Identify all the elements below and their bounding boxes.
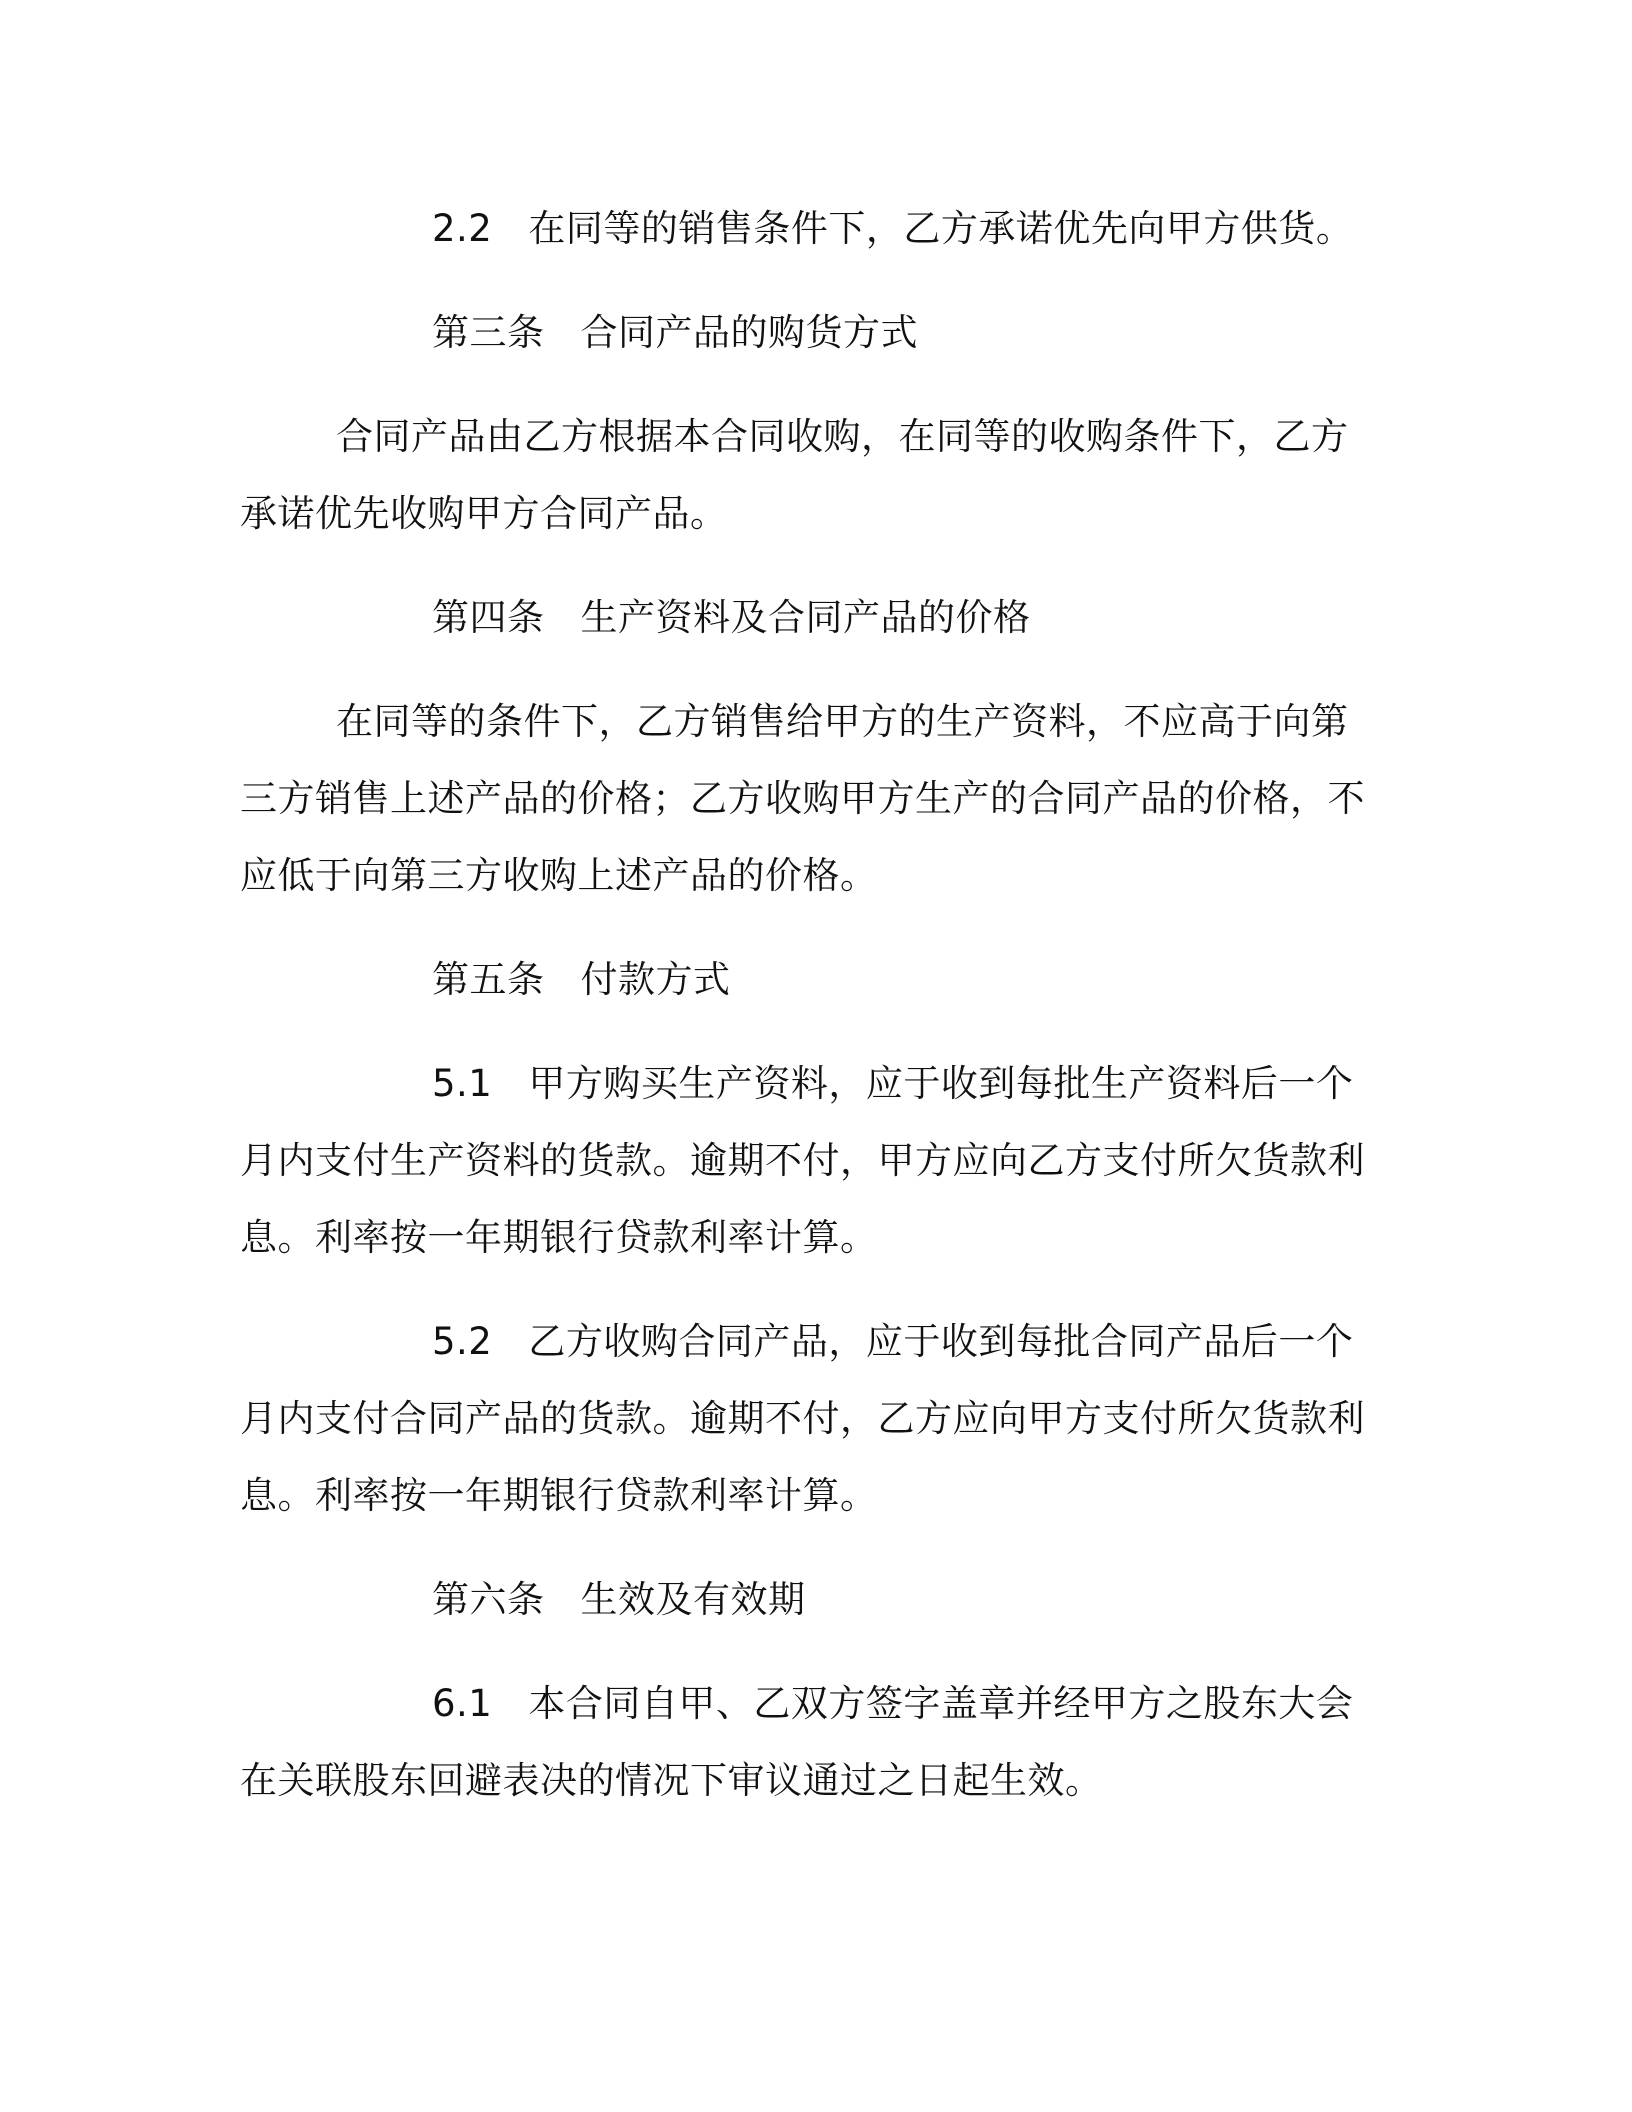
clause-number: 5.1 <box>432 1062 493 1105</box>
clause-text: 甲方购买生产资料，应于收到每批生产资料后一个月内支付生产资料的货款。逾期不付，甲方应向乙方支付所欠货款利息。利率按一年期银行贷款利率计算。 <box>240 1062 1365 1259</box>
clause-text: 乙方收购合同产品，应于收到每批合同产品后一个月内支付合同产品的货款。逾期不付，乙方应向甲方支付所欠货款利息。利率按一年期银行贷款利率计算。 <box>240 1320 1365 1517</box>
article-3-text: 合同产品由乙方根据本合同收购，在同等的收购条件下，乙方承诺优先收购甲方合同产品。 <box>240 415 1349 535</box>
clause-number: 6.1 <box>432 1682 493 1725</box>
article-number: 第三条 <box>432 311 545 354</box>
article-4-heading <box>240 579 1385 656</box>
article-4-text: 在同等的条件下，乙方销售给甲方的生产资料，不应高于向第三方销售上述产品的价格；乙方收购甲方生产的合同产品的价格，不应低于向第三方收购上述产品的价格。 <box>240 700 1365 897</box>
clause-number: 2.2 <box>432 207 493 250</box>
clause-text: 在同等的销售条件下，乙方承诺优先向甲方供货。 <box>528 207 1354 250</box>
contract-body <box>240 190 1385 1819</box>
clause-2-2 <box>240 190 1385 267</box>
article-number: 第四条 <box>432 596 545 639</box>
clause-text: 本合同自甲、乙双方签字盖章并经甲方之股东大会在关联股东回避表决的情况下审议通过之日起生效。 <box>240 1682 1354 1802</box>
clause-6-1 <box>240 1665 1385 1819</box>
article-number: 第五条 <box>432 958 545 1001</box>
article-3-heading <box>240 294 1385 371</box>
article-title: 生产资料及合同产品的价格 <box>580 596 1031 639</box>
article-5-heading <box>240 941 1385 1018</box>
clause-5-1 <box>240 1045 1385 1276</box>
article-title: 生效及有效期 <box>580 1578 806 1621</box>
article-title: 合同产品的购货方式 <box>580 311 918 354</box>
clause-5-2 <box>240 1303 1385 1534</box>
article-number: 第六条 <box>432 1578 545 1621</box>
article-6-heading <box>240 1561 1385 1638</box>
clause-number: 5.2 <box>432 1320 493 1363</box>
article-title: 付款方式 <box>580 958 731 1001</box>
